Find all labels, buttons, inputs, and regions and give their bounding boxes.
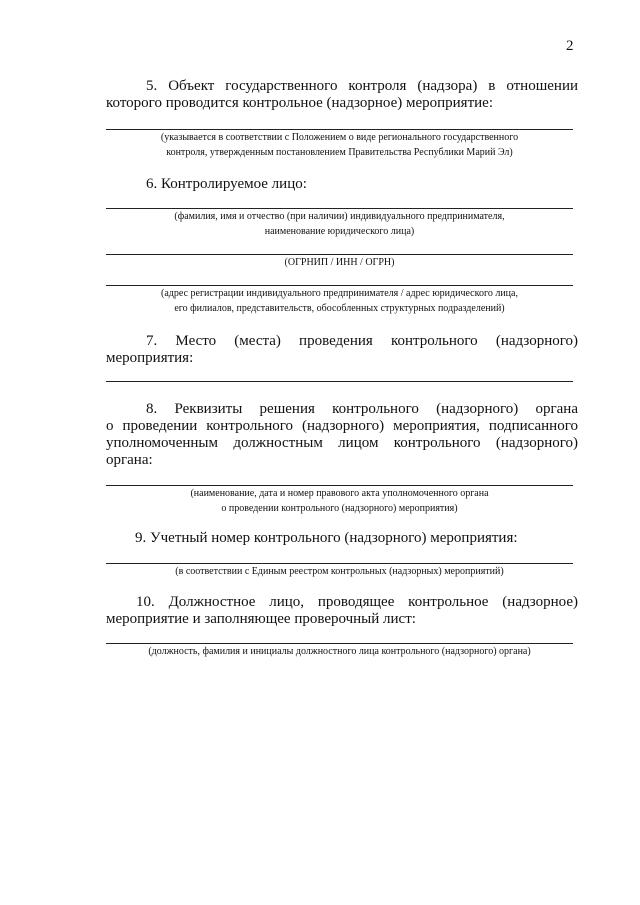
section-6-text xyxy=(106,176,578,193)
section-6-name-caption-line-2: наименование юридического лица) xyxy=(264,226,415,237)
section-5-line-2: которого проводится контрольное (надзорное) мероприятие: xyxy=(106,95,493,111)
section-8-line-3: уполномоченным должностным лицом контрольного (надзорного) xyxy=(106,435,578,451)
section-5-text xyxy=(106,78,578,112)
section-5-caption-line-2: контроля, утвержденным постановлением Правительства Республики Марий Эл) xyxy=(166,147,513,158)
section-6-name-caption xyxy=(106,209,573,239)
section-9-line-1: 9. Учетный номер контрольного (надзорного) мероприятия: xyxy=(135,530,518,546)
section-9-caption xyxy=(106,564,573,579)
section-8-caption xyxy=(106,486,573,516)
section-9-caption-line: (в соответствии с Единым реестром контрольных (надзорных) мероприятий) xyxy=(175,566,504,577)
section-7-text xyxy=(106,333,578,367)
section-8-caption-line-2: о проведении контрольного (надзорного) мероприятия) xyxy=(221,503,458,514)
section-8-line-4: органа: xyxy=(106,452,153,468)
section-6-address-caption-line-1: (адрес регистрации индивидуального предпринимателя / адрес юридического лица, xyxy=(161,288,518,299)
section-6-ids-caption-line: (ОГРНИП / ИНН / ОГРН) xyxy=(284,257,395,268)
section-10-caption-line: (должность, фамилия и инициалы должностного лица контрольного (надзорного) органа) xyxy=(148,646,531,657)
section-6-ids-caption xyxy=(106,255,573,270)
section-8-line-2: о проведении контрольного (надзорного) мероприятия, подписанного xyxy=(106,418,578,434)
section-8-text xyxy=(106,401,578,469)
section-5-caption-line-1: (указывается в соответствии с Положением о виде регионального государственного xyxy=(160,132,519,143)
section-7-line-1: 7. Место (места) проведения контрольного (надзорного) xyxy=(146,333,578,349)
section-9-text xyxy=(106,530,578,547)
section-8-line-1: 8. Реквизиты решения контрольного (надзорного) органа xyxy=(146,401,578,417)
section-10-caption xyxy=(106,644,573,659)
section-8-caption-line-1: (наименование, дата и номер правового акта уполномоченного органа xyxy=(190,488,489,499)
section-10-text xyxy=(106,594,578,628)
section-5-line-1: 5. Объект государственного контроля (надзора) в отношении xyxy=(146,78,578,94)
section-10-line-2: мероприятие и заполняющее проверочный лист: xyxy=(106,611,416,627)
section-5-caption xyxy=(106,130,573,160)
section-7-line-2: мероприятия: xyxy=(106,350,194,366)
section-7-fill-line[interactable] xyxy=(106,381,573,382)
section-6-address-caption xyxy=(106,286,573,316)
section-6-name-caption-line-1: (фамилия, имя и отчество (при наличии) индивидуального предпринимателя, xyxy=(174,211,505,222)
section-6-line-1: 6. Контролируемое лицо: xyxy=(146,176,307,192)
section-6-address-caption-line-2: его филиалов, представительств, обособленных структурных подразделений) xyxy=(174,303,505,314)
section-10-line-1: 10. Должностное лицо, проводящее контрольное (надзорное) xyxy=(136,594,578,610)
page-number: 2 xyxy=(566,38,574,54)
